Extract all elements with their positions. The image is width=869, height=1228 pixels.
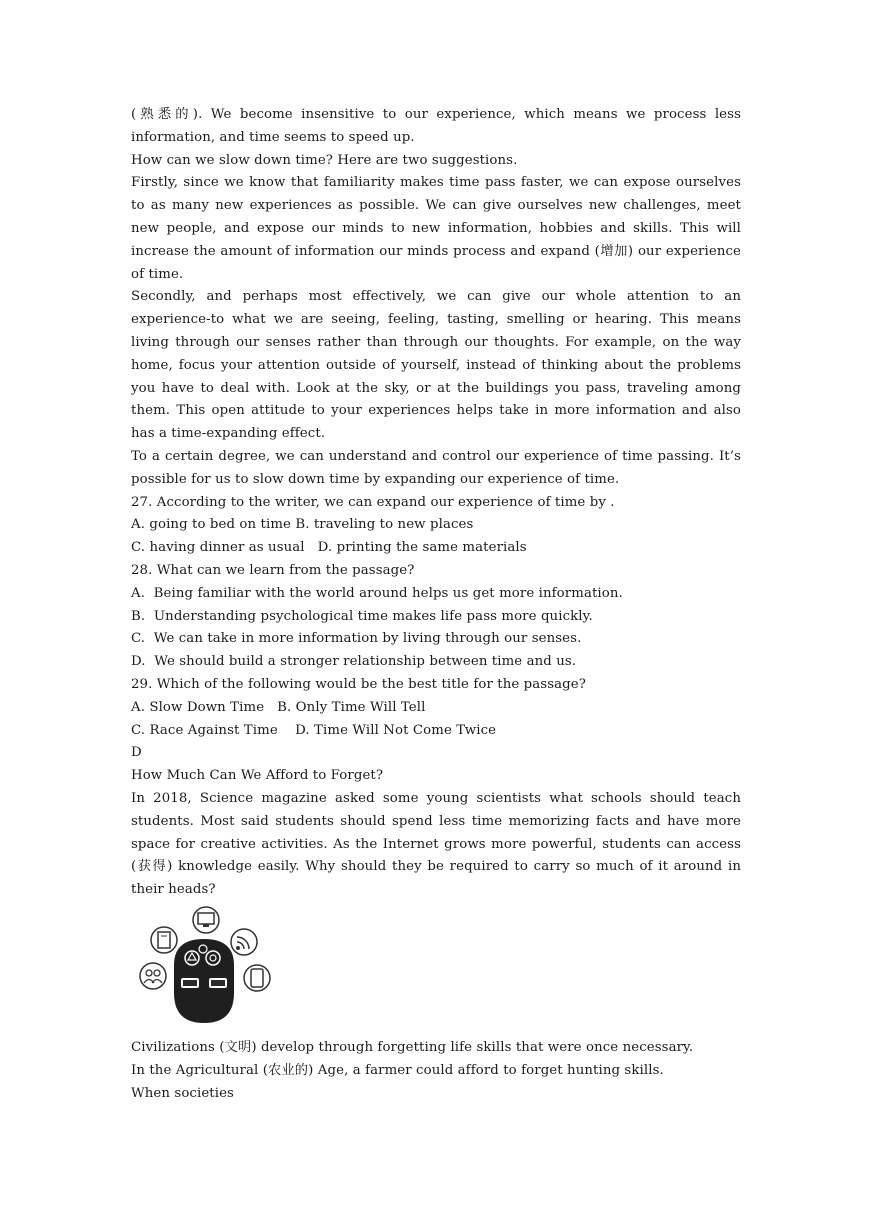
- question-28-option-a: A. Being familiar with the world around helps us get more information.: [131, 585, 623, 601]
- paragraph: When societies: [131, 1085, 234, 1101]
- paragraph: Civilizations (文明) develop through forgetting life skills that were once necessary.: [131, 1040, 694, 1055]
- section-title: How Much Can We Afford to Forget?: [131, 768, 384, 784]
- paragraph: (熟悉的). We become insensitive to our experience, which means we process less information, and time seems to speed up.: [131, 107, 741, 145]
- question-28: 28. What can we learn from the passage?: [131, 562, 415, 578]
- question-27-options-cd: C. having dinner as usual D. printing the same materials: [131, 540, 527, 556]
- computer-icon: [193, 907, 219, 933]
- question-28-option-d: D. We should build a stronger relationship between time and us.: [131, 654, 577, 670]
- question-28-option-b: B. Understanding psychological time makes life pass more quickly.: [131, 608, 593, 624]
- book-icon: [151, 927, 177, 953]
- paragraph: How can we slow down time? Here are two suggestions.: [131, 152, 518, 168]
- rss-icon: [231, 929, 257, 955]
- phone-icon: [244, 965, 270, 991]
- paragraph: To a certain degree, we can understand and control our experience of time passing. It’s possible for us to slow down time by expanding our experience of time.: [131, 448, 741, 487]
- section-letter: D: [131, 745, 142, 761]
- question-29-options-ab: A. Slow Down Time B. Only Time Will Tell: [131, 699, 426, 715]
- question-29-options-cd: C. Race Against Time D. Time Will Not Come Twice: [131, 722, 497, 738]
- head-icons-illustration: [134, 903, 274, 1025]
- paragraph: Firstly, since we know that familiarity makes time pass faster, we can expose ourselves to as many new experiences as possible. We can give ourselves new challenges, meet new people, and expose our minds to new information, hobbies and skills. This will increase the amount of information our minds process and expand (增加) our experience of time.: [131, 175, 741, 282]
- question-28-option-c: C. We can take in more information by living through our senses.: [131, 631, 582, 647]
- paragraph: In the Agricultural (农业的) Age, a farmer could afford to forget hunting skills.: [131, 1062, 664, 1078]
- people-icon: [140, 963, 166, 989]
- question-29: 29. Which of the following would be the best title for the passage?: [131, 676, 586, 692]
- passage-text-continued: [131, 1037, 745, 1105]
- passage-text: [131, 104, 741, 902]
- paragraph: In 2018, Science magazine asked some young scientists what schools should teach students. Most said students should spend less time memorizing facts and have more space for creative activities. As the Internet grows more powerful, students can access (获得) knowledge easily. Why should they be required to carry so much of it around in their heads?: [131, 790, 741, 898]
- question-27-options-ab: A. going to bed on time B. traveling to new places: [131, 517, 474, 533]
- paragraph: Secondly, and perhaps most effectively, we can give our whole attention to an experience-to what we are seeing, feeling, tasting, smelling or hearing. This means living through our senses rather than through our thoughts. For example, on the way home, focus your attention outside of yourself, instead of thinking about the problems you have to deal with. Look at the sky, or at the buildings you pass, traveling among them. This open attitude to your experiences helps take in more information and also has a time-expanding effect.: [131, 289, 741, 442]
- question-27: 27. According to the writer, we can expand our experience of time by .: [131, 494, 615, 510]
